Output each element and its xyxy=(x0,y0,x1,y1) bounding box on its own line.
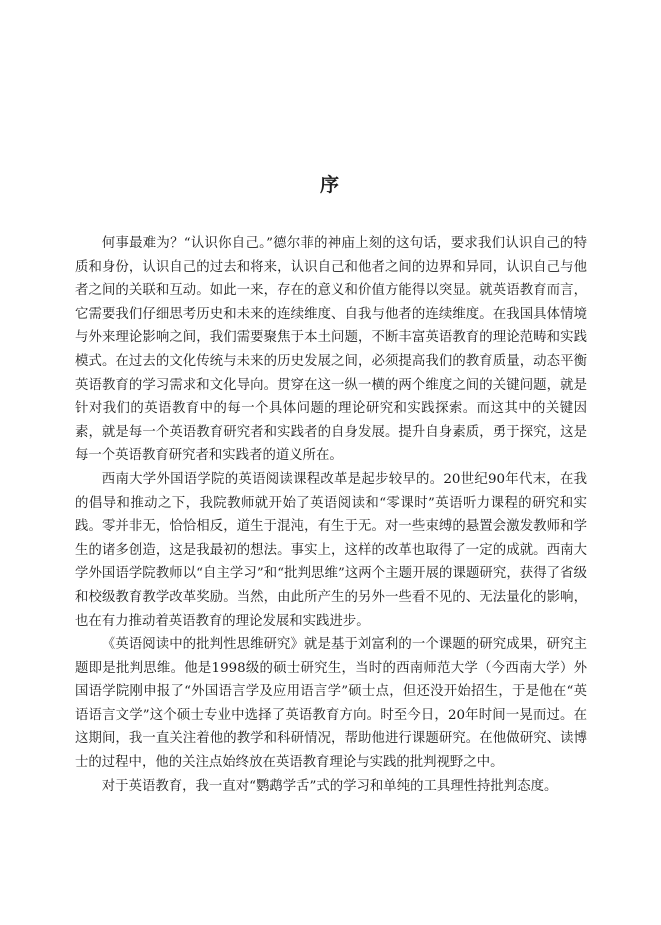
preface-body xyxy=(75,232,587,798)
paragraph-1: 何事最难为？“认识你自己。”德尔菲的神庙上刻的这句话，要求我们认识自己的特质和身份，认识自己的过去和将来，认识自己和他者之间的边界和异同，认识自己与他者之间的关联和互动。如此一来，存在的意义和价值方能得以突显。就英语教育而言，它需要我们仔细思考历史和未来的连续维度、自我与他者的连续维度。在我国具体情境与外来理论影响之间，我们需要聚焦于本土问题，不断丰富英语教育的理论范畴和实践模式。在过去的文化传统与未来的历史发展之间，必须提高我们的教育质量，动态平衡英语教育的学习需求和文化导向。贯穿在这一纵一横的两个维度之间的关键问题，就是针对我们的英语教育中的每一个具体问题的理论研究和实践探索。而这其中的关键因素，就是每一个英语教育研究者和实践者的自身发展。提升自身素质，勇于探究，这是每一个英语教育研究者和实践者的道义所在。 xyxy=(75,236,587,464)
paragraph-3: 《英语阅读中的批判性思维研究》就是基于刘富利的一个课题的研究成果，研究主题即是批判思维。他是1998级的硕士研究生，当时的西南师范大学（今西南大学）外国语学院刚申报了“外国语言学及应用语言学”硕士点，但还没开始招生，于是他在“英语语言文学”这个硕士专业中选择了英语教育方向。时至今日，20年时间一晃而过。在这期间，我一直关注着他的教学和科研情况，帮助他进行课题研究。在他做研究、读博士的过程中，他的关注点始终放在英语教育理论与实践的批判视野之中。 xyxy=(75,637,587,771)
paragraph-2: 西南大学外国语学院的英语阅读课程改革是起步较早的。20世纪90年代末，在我的倡导和推动之下，我院教师就开始了英语阅读和“零课时”英语听力课程的研究和实践。零并非无，恰恰相反，道生于混沌，有生于无。对一些束缚的悬置会激发教师和学生的诸多创造，这是我最初的想法。事实上，这样的改革也取得了一定的成就。西南大学外国语学院教师以“自主学习”和“批判思维”这两个主题开展的课题研究，获得了省级和校级教育教学改革奖励。当然，由此所产生的另外一些看不见的、无法量化的影响，也在有力推动着英语教育的理论发展和实践进步。 xyxy=(75,471,587,629)
page-title: 序 xyxy=(319,174,341,196)
paragraph-4: 对于英语教育，我一直对“鹦鹉学舌”式的学习和单纯的工具理性持批判态度。 xyxy=(101,778,558,794)
